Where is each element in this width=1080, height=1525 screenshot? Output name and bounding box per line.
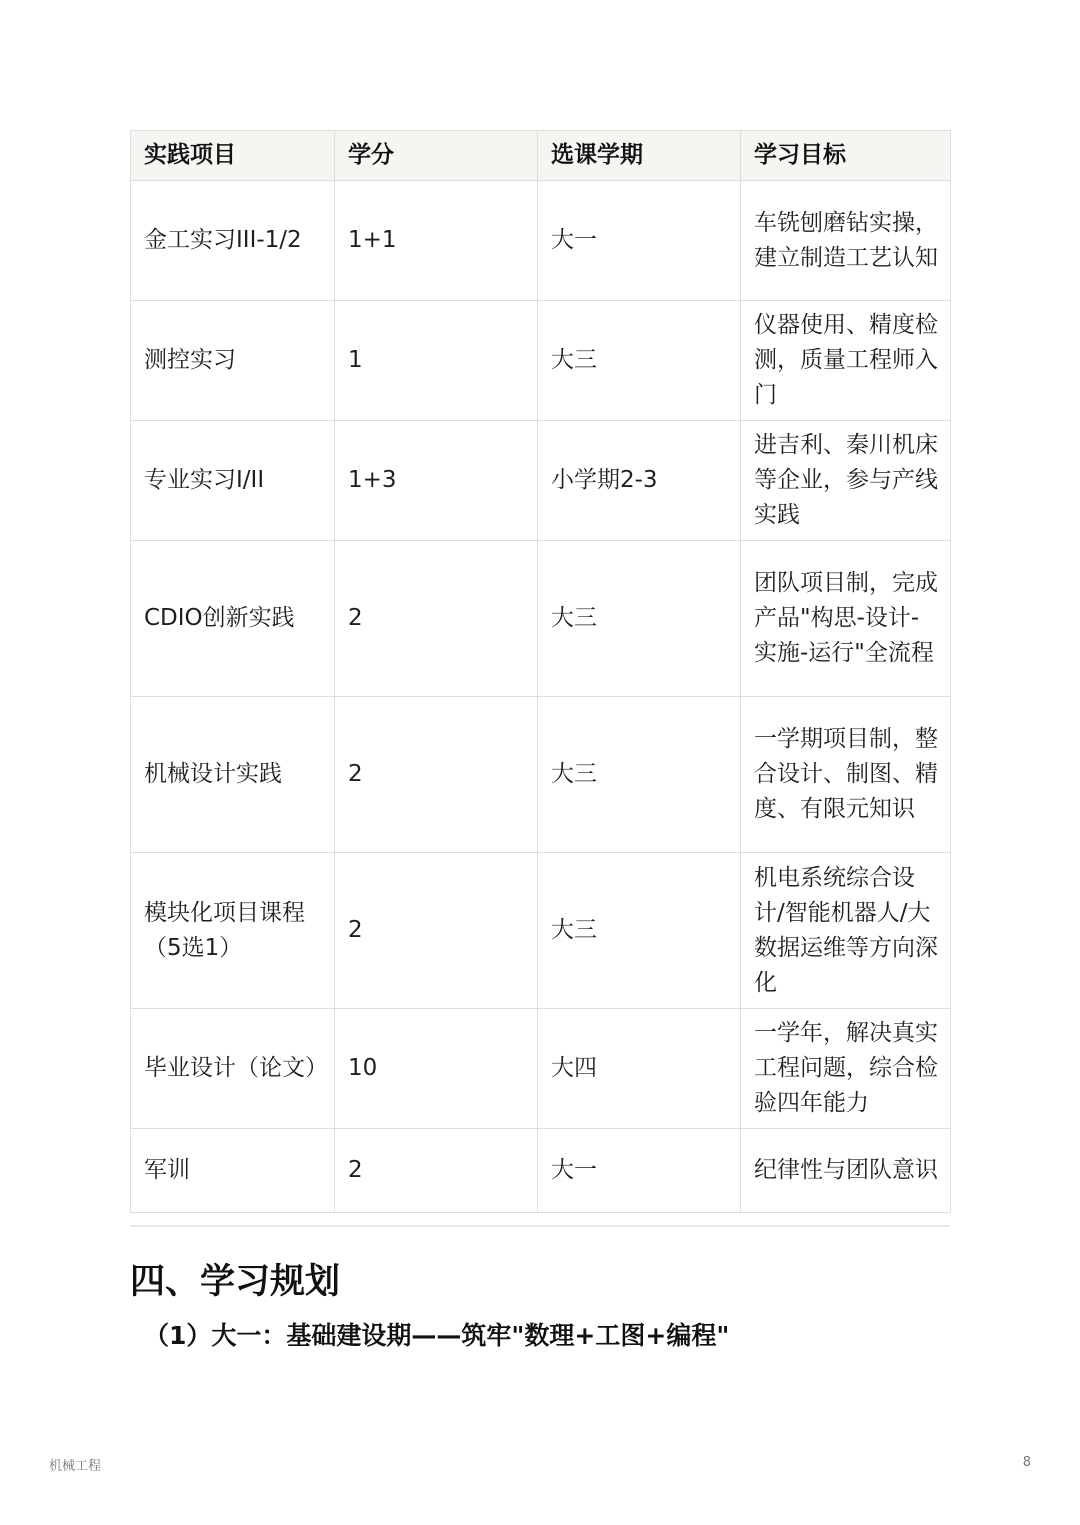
cell-goal: 一学期项目制，整合设计、制图、精度、有限元知识: [741, 697, 951, 853]
cell-credits: 1+3: [335, 421, 538, 541]
cell-credits: 1: [335, 301, 538, 421]
cell-term: 小学期2-3: [538, 421, 741, 541]
cell-project: 专业实习I/II: [131, 421, 335, 541]
cell-credits: 2: [335, 697, 538, 853]
cell-credits: 2: [335, 541, 538, 697]
cell-goal: 一学年，解决真实工程问题，综合检验四年能力: [741, 1009, 951, 1129]
footer-doc-title: 机械工程: [49, 1459, 102, 1474]
cell-credits: 10: [335, 1009, 538, 1129]
table-row: [131, 301, 951, 421]
column-header-goal: 学习目标: [741, 131, 951, 181]
column-header-term: 选课学期: [538, 131, 741, 181]
cell-goal: 纪律性与团队意识: [741, 1129, 951, 1213]
cell-goal: 进吉利、秦川机床等企业，参与产线实践: [741, 421, 951, 541]
section-subtitle: （1）大一：基础建设期——筑牢"数理+工图+编程": [144, 1321, 730, 1350]
column-header-credits: 学分: [335, 131, 538, 181]
cell-term: 大三: [538, 697, 741, 853]
cell-goal: 车铣刨磨钻实操，建立制造工艺认知: [741, 181, 951, 301]
cell-term: 大四: [538, 1009, 741, 1129]
cell-term: 大一: [538, 181, 741, 301]
table-row: [131, 697, 951, 853]
practice-table: [130, 130, 951, 1213]
cell-project: 军训: [131, 1129, 335, 1213]
cell-term: 大三: [538, 541, 741, 697]
table-row: [131, 421, 951, 541]
table-header-row: [131, 131, 951, 181]
cell-term: 大三: [538, 301, 741, 421]
table-row: [131, 853, 951, 1009]
cell-credits: 2: [335, 853, 538, 1009]
cell-project: 毕业设计（论文）: [131, 1009, 335, 1129]
cell-goal: 机电系统综合设计/智能机器人/大数据运维等方向深化: [741, 853, 951, 1009]
cell-credits: 1+1: [335, 181, 538, 301]
cell-project: CDIO创新实践: [131, 541, 335, 697]
cell-term: 大三: [538, 853, 741, 1009]
cell-project: 测控实习: [131, 301, 335, 421]
cell-goal: 仪器使用、精度检测，质量工程师入门: [741, 301, 951, 421]
cell-project: 机械设计实践: [131, 697, 335, 853]
cell-project: 金工实习III-1/2: [131, 181, 335, 301]
cell-project: 模块化项目课程（5选1）: [131, 853, 335, 1009]
cell-term: 大一: [538, 1129, 741, 1213]
cell-credits: 2: [335, 1129, 538, 1213]
table-divider: [130, 1225, 950, 1227]
table-row: [131, 541, 951, 697]
table-row: [131, 181, 951, 301]
footer-page-number: 8: [1022, 1455, 1031, 1470]
column-header-project: 实践项目: [131, 131, 335, 181]
section-title: 四、学习规划: [130, 1262, 341, 1302]
table-row: [131, 1009, 951, 1129]
table-row: [131, 1129, 951, 1213]
cell-goal: 团队项目制，完成产品"构思-设计-实施-运行"全流程: [741, 541, 951, 697]
